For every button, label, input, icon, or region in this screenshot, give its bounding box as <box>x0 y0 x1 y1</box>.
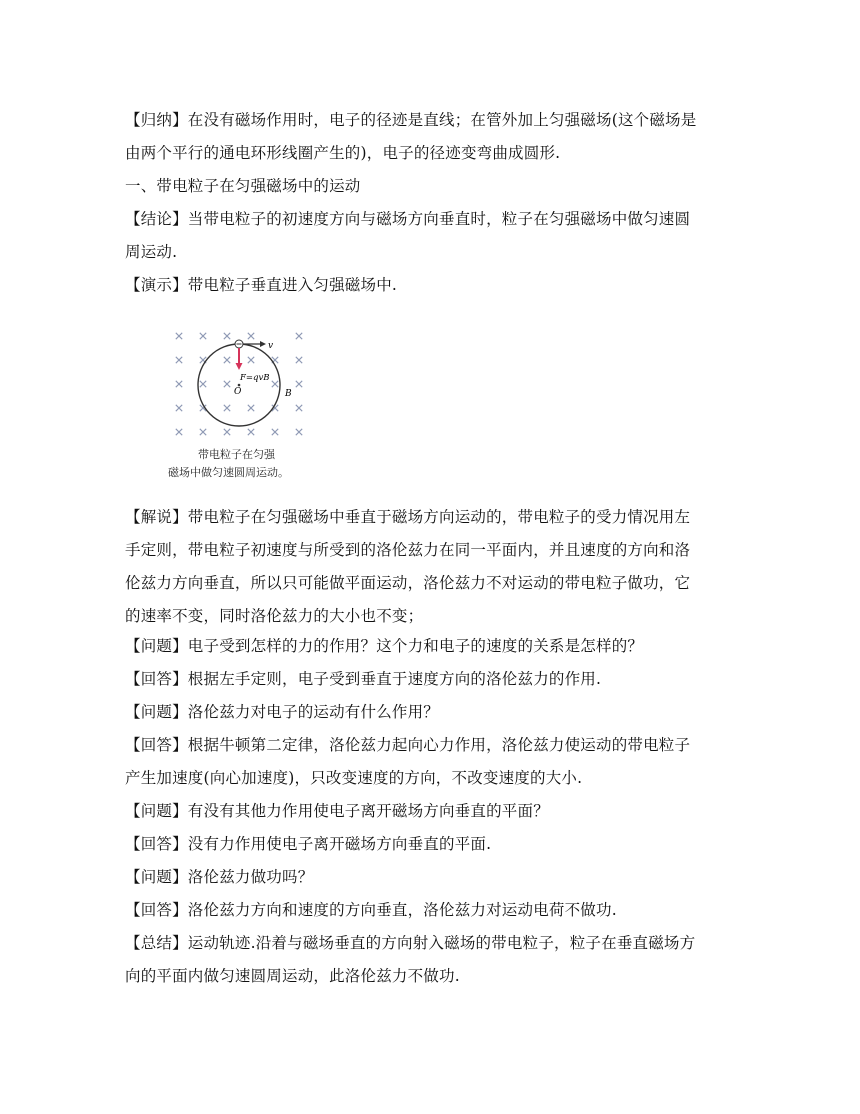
paragraph-explanation-line-3: 伦兹力方向垂直，所以只可能做平面运动，洛伦兹力不对运动的带电粒子做功，它 <box>125 574 691 592</box>
answer-1: 【回答】根据左手定则，电子受到垂直于速度方向的洛伦兹力的作用. <box>125 670 602 688</box>
question-4: 【问题】洛伦兹力做功吗？ <box>125 868 314 886</box>
force-arrowhead-icon <box>236 363 243 370</box>
force-label: F=qvB <box>240 373 270 383</box>
center-label: O <box>234 387 242 397</box>
velocity-arrowhead-icon <box>260 341 266 347</box>
answer-2-line-2: 产生加速度(向心加速度)，只改变速度的方向，不改变速度的大小. <box>125 769 583 787</box>
question-2: 【问题】洛伦兹力对电子的运动有什么作用？ <box>125 703 440 721</box>
answer-3: 【回答】没有力作用使电子离开磁场方向垂直的平面. <box>125 835 492 853</box>
paragraph-conclusion-line-1: 【结论】当带电粒子的初速度方向与磁场方向垂直时，粒子在匀强磁场中做匀速圆 <box>125 210 691 228</box>
answer-4: 【回答】洛伦兹力方向和速度的方向垂直，洛伦兹力对运动电荷不做功. <box>125 901 617 919</box>
section-heading: 一、带电粒子在匀强磁场中的运动 <box>125 177 361 195</box>
velocity-label: v <box>268 341 274 351</box>
paragraph-summary-line-2: 由两个平行的通电环形线圈产生的)，电子的径迹变弯曲成圆形. <box>125 144 561 162</box>
paragraph-demo: 【演示】带电粒子垂直进入匀强磁场中. <box>125 276 398 294</box>
circular-motion-diagram <box>164 322 324 488</box>
field-label: B <box>285 389 292 399</box>
paragraph-summary-line-1: 【归纳】在没有磁场作用时，电子的径迹是直线；在管外加上匀强磁场(这个磁场是 <box>125 111 697 129</box>
figure-caption-line-1: 带电粒子在匀强 <box>198 448 275 461</box>
question-3: 【问题】有没有其他力作用使电子离开磁场方向垂直的平面？ <box>125 802 549 820</box>
paragraph-conclusion-line-2: 周运动. <box>125 243 178 261</box>
paragraph-explanation-line-1: 【解说】带电粒子在匀强磁场中垂直于磁场方向运动的，带电粒子的受力情况用左 <box>125 508 691 526</box>
magnetic-field-figure <box>164 322 324 488</box>
center-point <box>238 384 241 387</box>
paragraph-summary-final-line-1: 【总结】运动轨迹.沿着与磁场垂直的方向射入磁场的带电粒子，粒子在垂直磁场方 <box>125 934 696 952</box>
paragraph-explanation-line-4: 的速率不变，同时洛伦兹力的大小也不变； <box>125 607 424 625</box>
figure-caption-line-2: 磁场中做匀速圆周运动。 <box>168 466 289 479</box>
question-1: 【问题】电子受到怎样的力的作用？这个力和电子的速度的关系是怎样的？ <box>125 637 644 655</box>
paragraph-summary-final-line-2: 向的平面内做匀速圆周运动，此洛伦兹力不做功. <box>125 967 460 985</box>
answer-2-line-1: 【回答】根据牛顿第二定律，洛伦兹力起向心力作用，洛伦兹力使运动的带电粒子 <box>125 736 691 754</box>
paragraph-explanation-line-2: 手定则，带电粒子初速度与所受到的洛伦兹力在同一平面内，并且速度的方向和洛 <box>125 541 691 559</box>
